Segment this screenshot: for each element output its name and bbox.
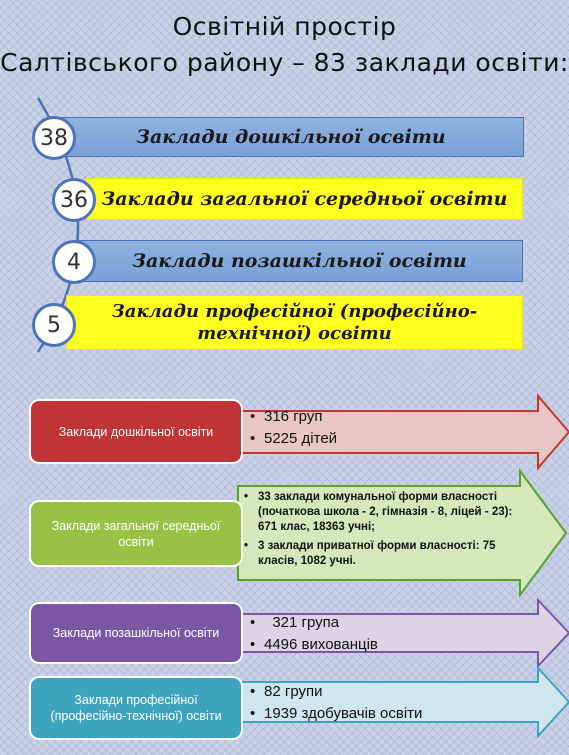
detail-box-preschool: [29, 399, 243, 464]
detail-box-label: Заклади дошкільної освіти: [58, 424, 214, 439]
list-band-label: Заклади професійної (професійно-технічної) освіти: [111, 300, 478, 344]
detail-text-general: [244, 490, 519, 569]
list-band-label: Заклади загальної середньої освіти: [101, 188, 508, 210]
detail-box-label: Заклади позашкільної освіти: [52, 626, 220, 640]
detail-text-preschool: [250, 406, 520, 450]
list-band-label: Заклади дошкільної освіти: [136, 126, 446, 148]
detail-box-general: [29, 500, 243, 567]
title-line-2: Салтівського району – 83 заклади освіти:: [0, 48, 569, 77]
detail-bullet: • 1939 здобувачів освіти: [250, 703, 525, 725]
title-line-1: Освітній простір: [172, 12, 397, 41]
count-circle: 38: [32, 116, 76, 160]
count-circle: 4: [52, 240, 96, 284]
detail-box-vocational: [29, 676, 243, 740]
list-band-label: Заклади позашкільної освіти: [132, 250, 467, 272]
detail-box-label: Заклади професійної (професійно-технічної) освіти: [50, 693, 222, 723]
detail-bullet: • 82 групи: [250, 681, 525, 703]
detail-text-extracurricular: [250, 612, 525, 656]
detail-bullet: • 3 заклади приватної форми власності: 75 класів, 1082 учні.: [244, 539, 519, 569]
detail-box-label: Заклади загальної середньої освіти: [51, 518, 221, 549]
detail-text-vocational: [250, 681, 525, 725]
count-circle: 36: [52, 178, 96, 222]
detail-box-extracurricular: [29, 602, 243, 664]
detail-bullet: • 4496 вихованців: [250, 634, 525, 656]
detail-bullet: • 321 група: [250, 612, 525, 634]
detail-bullet: • 33 заклади комунальної форми власності (початкова школа - 2, гімназія - 8, ліцей - 23): 671 клас, 18363 учні;: [244, 490, 519, 535]
count-circle: 5: [32, 303, 76, 347]
detail-bullet: • 316 груп: [250, 406, 520, 428]
detail-bullet: • 5225 дітей: [250, 428, 520, 450]
